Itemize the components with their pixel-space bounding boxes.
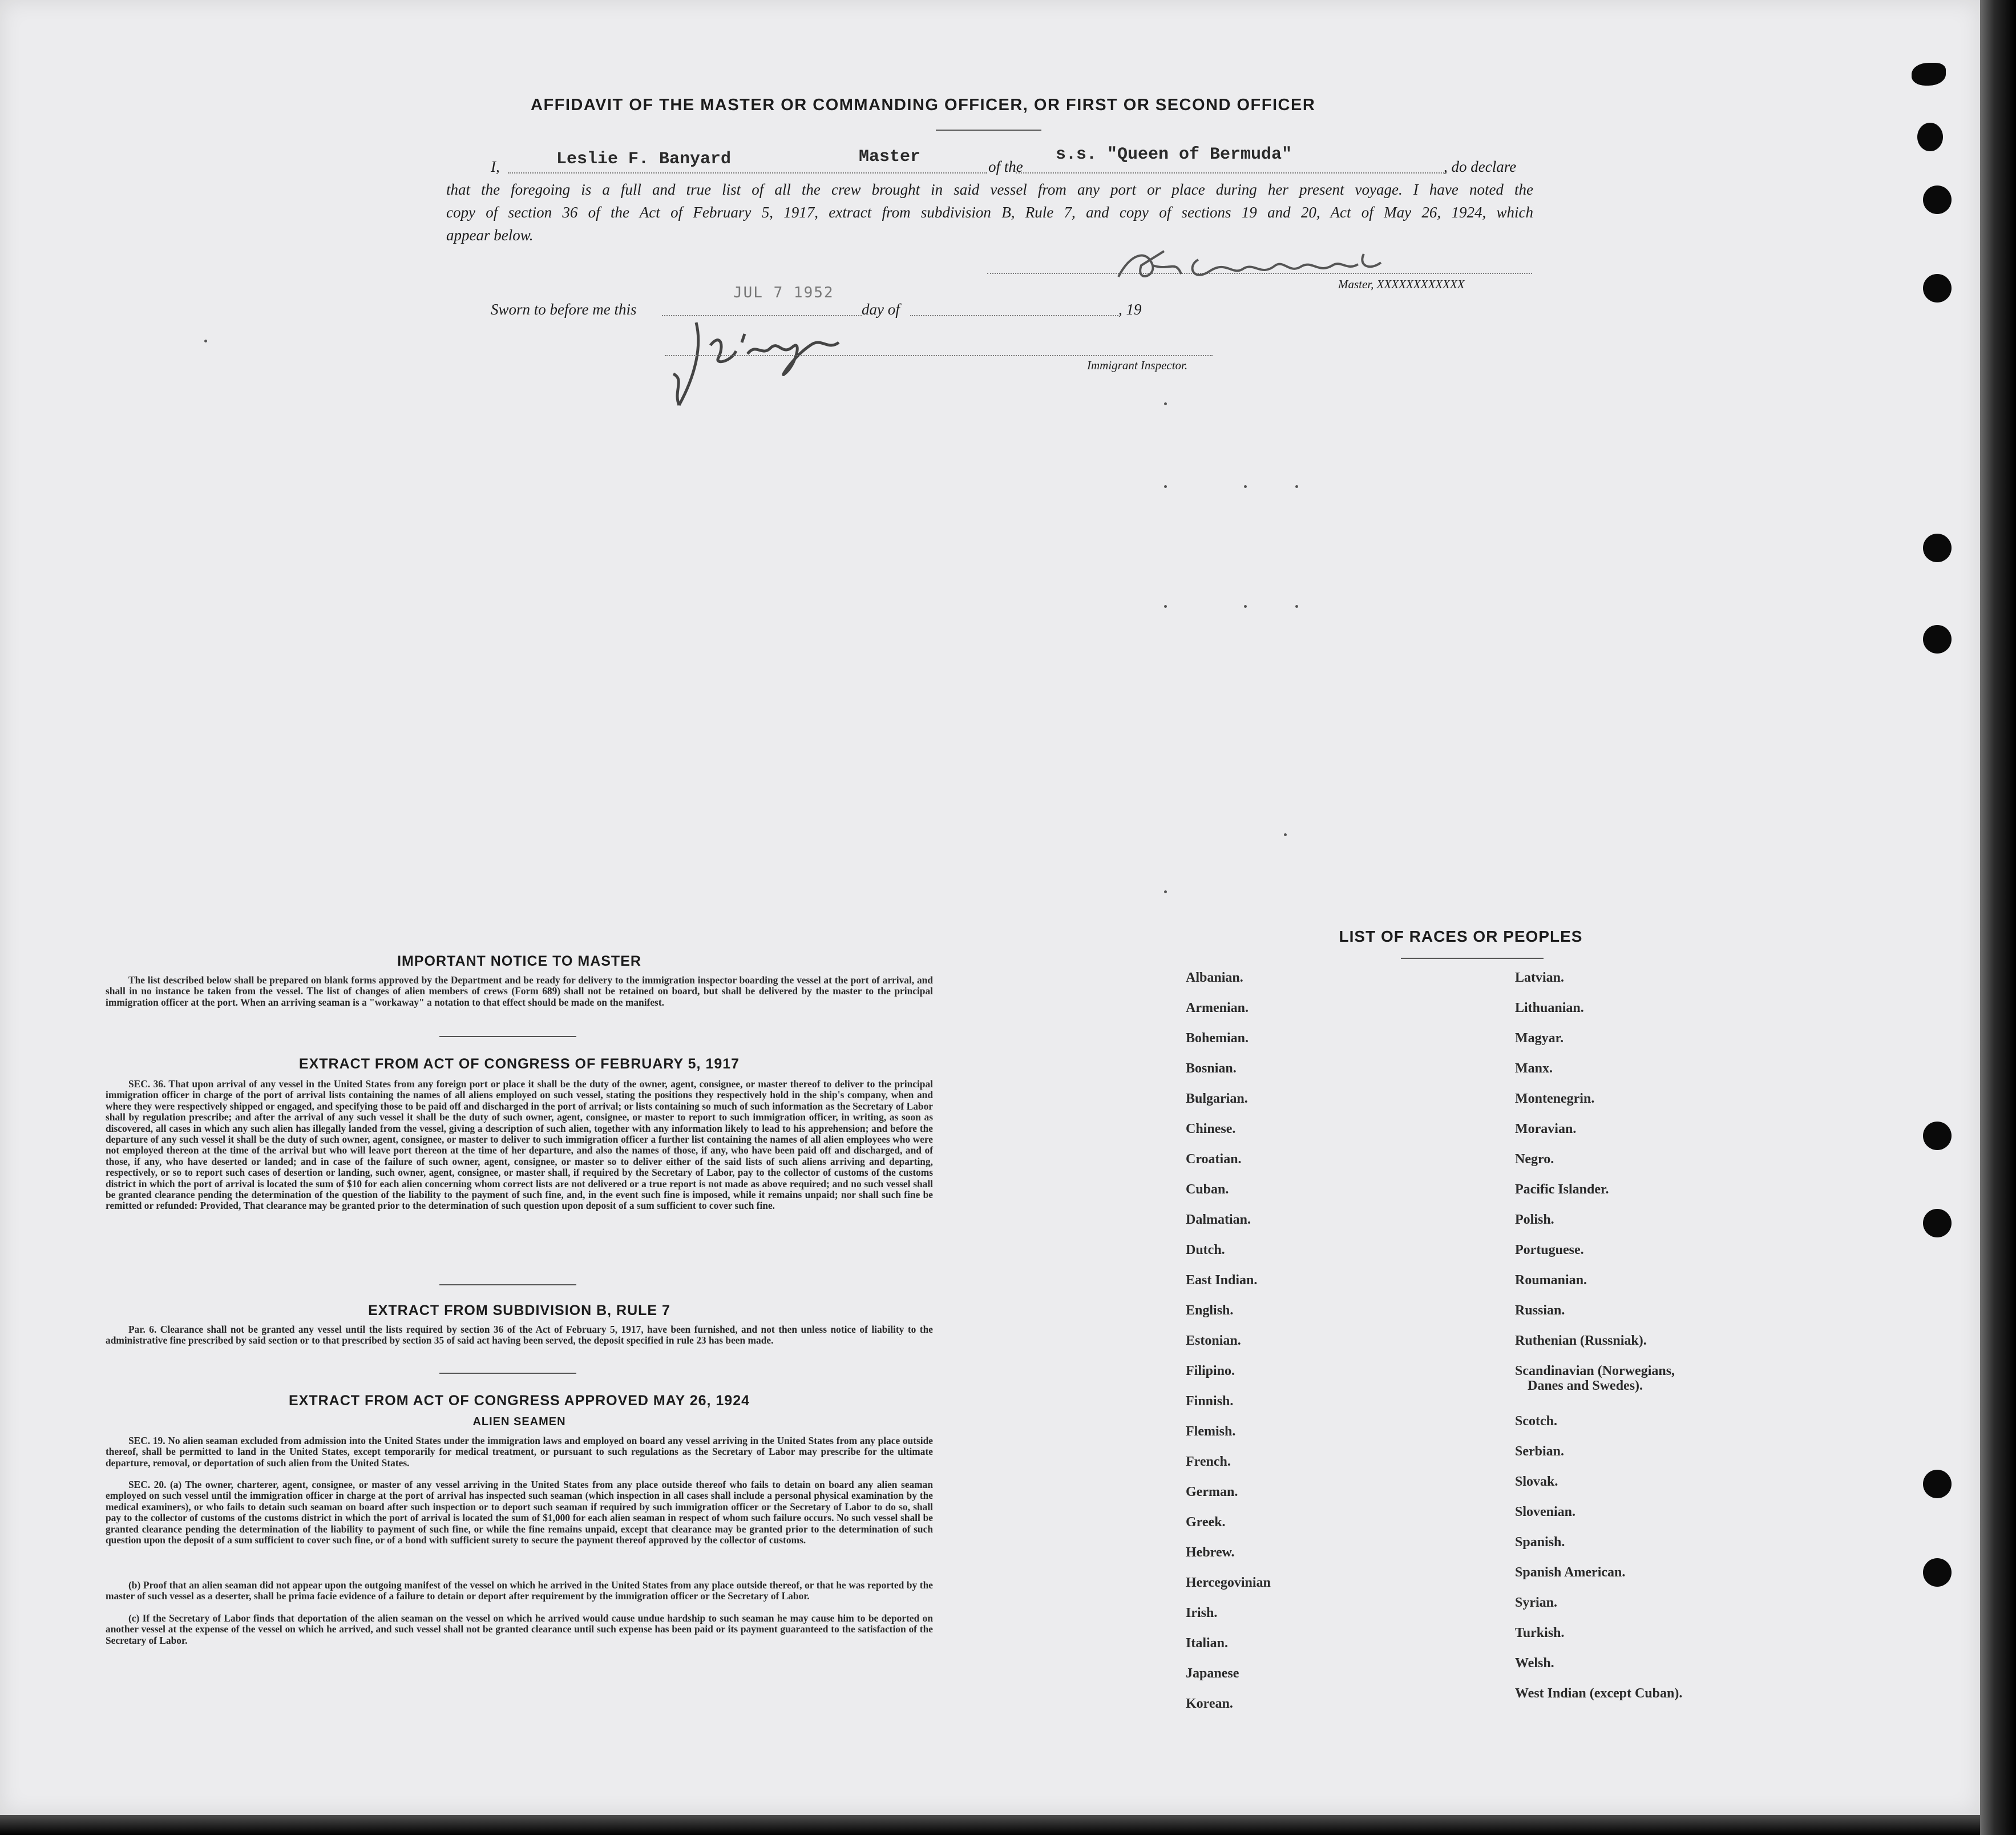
races-divider (1401, 958, 1544, 959)
extract-rule7-text: Par. 6. Clearance shall not be granted any vessel until the lists required by section 36 of the Act of February 5, 1917, have been furnished, and not then unless notice of liability to the administrative fine prescribed by said section or to that prescribed by section 35 of said act having been served, the deposit specified in rule 23 has been made. (106, 1324, 933, 1346)
race-item: Magyar. (1515, 1031, 1564, 1046)
race-item: Portuguese. (1515, 1243, 1584, 1257)
section-divider (439, 1373, 576, 1374)
punch-hole-1 (1912, 63, 1946, 86)
race-item: Montenegrin. (1515, 1091, 1595, 1106)
day-of-label: day of (862, 301, 900, 318)
speck (1164, 485, 1167, 488)
inspector-signature (656, 311, 873, 414)
race-item: Hercegovinian (1186, 1575, 1271, 1590)
race-item: Syrian. (1515, 1595, 1558, 1610)
races-right-column (1515, 970, 1682, 1716)
race-item: Roumanian. (1515, 1273, 1587, 1288)
race-item: German. (1186, 1485, 1238, 1499)
rank: Master (859, 147, 921, 167)
race-item: Spanish. (1515, 1535, 1565, 1550)
race-item: Filipino. (1186, 1364, 1235, 1378)
punch-hole-8 (1923, 1209, 1952, 1237)
sec-19-text: SEC. 19. No alien seaman excluded from admission into the United States under the immigration laws and employed on board any vessel arriving in the United States from any place outside thereof, shall be permitted to land in the United States, except temporarily for medical treatment, or pursuant to such regulations as the Secretary of Labor may prescribe for the ultimate departure, removal, or deportation of such alien from the United States. (106, 1435, 933, 1469)
race-item: Croatian. (1186, 1152, 1242, 1167)
inspector-caption: Immigrant Inspector. (1087, 358, 1188, 372)
race-item: Finnish. (1186, 1394, 1234, 1409)
sworn-label: Sworn to before me this (491, 301, 637, 318)
race-item: Irish. (1186, 1606, 1218, 1620)
section-divider (439, 1284, 576, 1285)
race-item: Scotch. (1515, 1414, 1557, 1429)
race-item: Turkish. (1515, 1626, 1565, 1640)
date-stamp: JUL 7 1952 (733, 284, 834, 301)
race-item: Danes and Swedes). (1528, 1378, 1643, 1393)
affidavit-line-4: appear below. (446, 227, 534, 244)
vessel-line (1016, 172, 1447, 174)
sec-20b-text: (b) Proof that an alien seaman did not appear upon the outgoing manifest of the vessel on which he arrived in the United States from any place outside thereof, or that he was reported by the master of such vessel as a deserter, shall be prima facie evidence of a failure to detain or deport after requirement by the immigration officer or the Secretary of Labor. (106, 1579, 933, 1602)
sworn-month-line (910, 315, 1118, 316)
punch-hole-5 (1923, 534, 1952, 562)
signature-caption: Master, XXXXXXXXXXXX (1338, 277, 1465, 291)
races-left-column (1186, 970, 1271, 1727)
race-item: Dutch. (1186, 1243, 1225, 1257)
punch-hole-4 (1923, 274, 1952, 303)
sec-20a-text: SEC. 20. (a) The owner, charterer, agent, consignee, or master of any vessel arriving in the United States from any place outside thereof who fails to detain on board any alien seaman employed on such vessel until the immigration officer in charge at the port of arrival has inspected such seaman (which inspection in all cases shall include a personal physical examination by the medical examiners), or who fails to detain such seaman on board after such inspection or to deport such seaman if required by such immigration officer or the Secretary of Labor to do so, shall pay to the collector of customs of the customs district in which the port of arrival is located the sum of $1,000 for each alien seaman in respect of whom such failure occurs. No such vessel shall be granted clearance pending the determination of the liability to payment of such fine, or while the fine remains unpaid, except that clearance may be granted prior to the determination of such question upon the deposit of a sum sufficient to cover such fine, or of a bond with sufficient surety to secure the payment thereof approved by the collector of customs. (106, 1479, 933, 1546)
race-item: Slovenian. (1515, 1505, 1576, 1519)
punch-hole-7 (1923, 1122, 1952, 1150)
extract-1924-subtitle: ALIEN SEAMEN (472, 1415, 566, 1428)
races-title: LIST OF RACES OR PEOPLES (1339, 927, 1583, 945)
race-item: English. (1186, 1303, 1234, 1318)
name-line (508, 172, 987, 174)
speck (1244, 605, 1247, 608)
page-bottom-edge (0, 1815, 1980, 1835)
extract-rule7-title: EXTRACT FROM SUBDIVISION B, RULE 7 (368, 1302, 670, 1318)
race-item: Polish. (1515, 1212, 1554, 1227)
master-name: Leslie F. Banyard (556, 150, 732, 169)
of-the-label: of the (988, 158, 1023, 175)
race-item: Cuban. (1186, 1182, 1229, 1197)
race-item: Bohemian. (1186, 1031, 1249, 1046)
race-item: West Indian (except Cuban). (1515, 1686, 1683, 1701)
notice-title: IMPORTANT NOTICE TO MASTER (397, 953, 641, 969)
race-item: Slovak. (1515, 1474, 1558, 1489)
race-item: Pacific Islander. (1515, 1182, 1609, 1197)
race-item: Albanian. (1186, 970, 1243, 985)
affidavit-line-2: that the foregoing is a full and true list of all the crew brought in said vessel from any port or place during her present voyage. I have noted the (446, 181, 1533, 198)
race-item: Russian. (1515, 1303, 1565, 1318)
race-item: Ruthenian (Russniak). (1515, 1333, 1647, 1348)
sec-20c-text: (c) If the Secretary of Labor finds that deportation of the alien seaman on the vessel on which he arrived would cause undue hardship to such seaman he may cause him to be deported on another vessel at the expense of the vessel on which he arrived, and such vessel shall not be granted clearance until such expense has been paid or its payment guaranteed to the satisfaction of the Secretary of Labor. (106, 1612, 933, 1646)
race-item: East Indian. (1186, 1273, 1258, 1288)
speck (1295, 605, 1298, 608)
race-item: Lithuanian. (1515, 1001, 1584, 1015)
speck (204, 340, 207, 342)
punch-hole-6 (1923, 625, 1952, 654)
section-divider (439, 1036, 576, 1037)
year-prefix: , 19 (1118, 301, 1142, 318)
race-item: Negro. (1515, 1152, 1554, 1167)
punch-hole-2 (1917, 123, 1943, 151)
race-item: Moravian. (1515, 1122, 1577, 1136)
race-item: Spanish American. (1515, 1565, 1626, 1580)
race-item: Hebrew. (1186, 1545, 1235, 1560)
speck (1295, 485, 1298, 488)
vessel-name: s.s. "Queen of Bermuda" (1056, 145, 1292, 164)
speck (1164, 402, 1167, 405)
race-item: Japanese (1186, 1666, 1239, 1681)
punch-hole-10 (1923, 1558, 1952, 1587)
speck (1284, 833, 1287, 836)
race-item: Estonian. (1186, 1333, 1241, 1348)
race-item: Welsh. (1515, 1656, 1554, 1671)
speck (1164, 890, 1167, 893)
race-item: Manx. (1515, 1061, 1553, 1076)
race-item: Latvian. (1515, 970, 1565, 985)
race-item: Chinese. (1186, 1122, 1236, 1136)
extract-1917-title: EXTRACT FROM ACT OF CONGRESS OF FEBRUARY 5, 1917 (298, 1056, 740, 1072)
race-item: Scandinavian (Norwegians, (1515, 1364, 1675, 1378)
punch-hole-3 (1923, 185, 1952, 214)
notice-text: The list described below shall be prepared on blank forms approved by the Department and be ready for delivery to the immigration inspector boarding the vessel at the port of arrival, and shall in no instance be taken from the vessel. The list of changes of alien members of crews (Form 689) shall not be retained on board, but shall be delivered by the master to the principal immigration officer at the port. When an arriving seaman is a "workaway" a notation to that effect should be made on the manifest. (106, 974, 933, 1008)
inspector-signature-line (665, 355, 1213, 356)
affidavit-title: AFFIDAVIT OF THE MASTER OR COMMANDING OFFICER, OR FIRST OR SECOND OFFICER (531, 96, 1316, 114)
race-item: Armenian. (1186, 1001, 1249, 1015)
i-label: I, (491, 158, 500, 175)
page-edge-shadow (1980, 0, 2016, 1835)
race-item: Korean. (1186, 1696, 1233, 1711)
punch-hole-9 (1923, 1470, 1952, 1498)
race-item: Flemish. (1186, 1424, 1236, 1439)
race-item: French. (1186, 1454, 1231, 1469)
race-item: Serbian. (1515, 1444, 1565, 1459)
extract-1924-title: EXTRACT FROM ACT OF CONGRESS APPROVED MAY 26, 1924 (288, 1393, 750, 1409)
do-declare: , do declare (1444, 158, 1517, 175)
title-divider (936, 130, 1041, 131)
race-item: Bulgarian. (1186, 1091, 1248, 1106)
extract-1917-text: SEC. 36. That upon arrival of any vessel in the United States from any foreign port or place it shall be the duty of the owner, agent, consignee, or master thereof to deliver to the principal immigration officer in charge of the port of arrival lists containing the names of all aliens employed on such vessel, stating the positions they respectively hold in the ship's company, when and where they were respectively shipped or engaged, and specifying those to be paid off and discharged in the port of arrival; or lists containing so much of such information as the Secretary of Labor shall by regulation prescribe; and after the arrival of any such vessel it shall be the duty of such owner, agent, consignee, or master to report to such immigration officer, in writing, as soon as discovered, all cases in which any such alien has illegally landed from the vessel, giving a description of such alien, together with any information likely to lead to his apprehension; and before the departure of any such vessel it shall be the duty of such owner, agent, consignee, or master to deliver to such immigration officer a further list containing the names of all alien employees who were not employed thereon at the time of the arrival but who will leave port thereon at the time of her departure, and also the names of those, if any, who have been paid off and discharged, and of those, if any, who have deserted or landed; and in case of the failure of such owner, agent, consignee, or master so to deliver either of the said lists of such aliens arriving and departing, respectively, or so to report such cases of desertion or landing, such owner, agent, consignee, or master shall, if required by the Secretary of Labor, pay to the collector of customs of the customs district in which the port of arrival is located the sum of $10 for each alien concerning whom correct lists are not delivered or a true report is not made as above required; and no such vessel shall be granted clearance pending the determination of the question of the liability to the payment of such fine, and, in the event such fine is imposed, while it remains unpaid; nor shall such fine be remitted or refunded: Provided, That clearance may be granted prior to the determination of such question upon deposit of a sum sufficient to cover such fine. (106, 1078, 933, 1212)
speck (1244, 485, 1247, 488)
race-item: Bosnian. (1186, 1061, 1237, 1076)
race-item: Dalmatian. (1186, 1212, 1251, 1227)
race-item: Greek. (1186, 1515, 1226, 1530)
affidavit-line-3: copy of section 36 of the Act of February 5, 1917, extract from subdivision B, Rule 7, and copy of sections 19 and 20, Act of May 26, 1924, which (446, 204, 1533, 221)
speck (1164, 605, 1167, 608)
race-item: Italian. (1186, 1636, 1229, 1651)
